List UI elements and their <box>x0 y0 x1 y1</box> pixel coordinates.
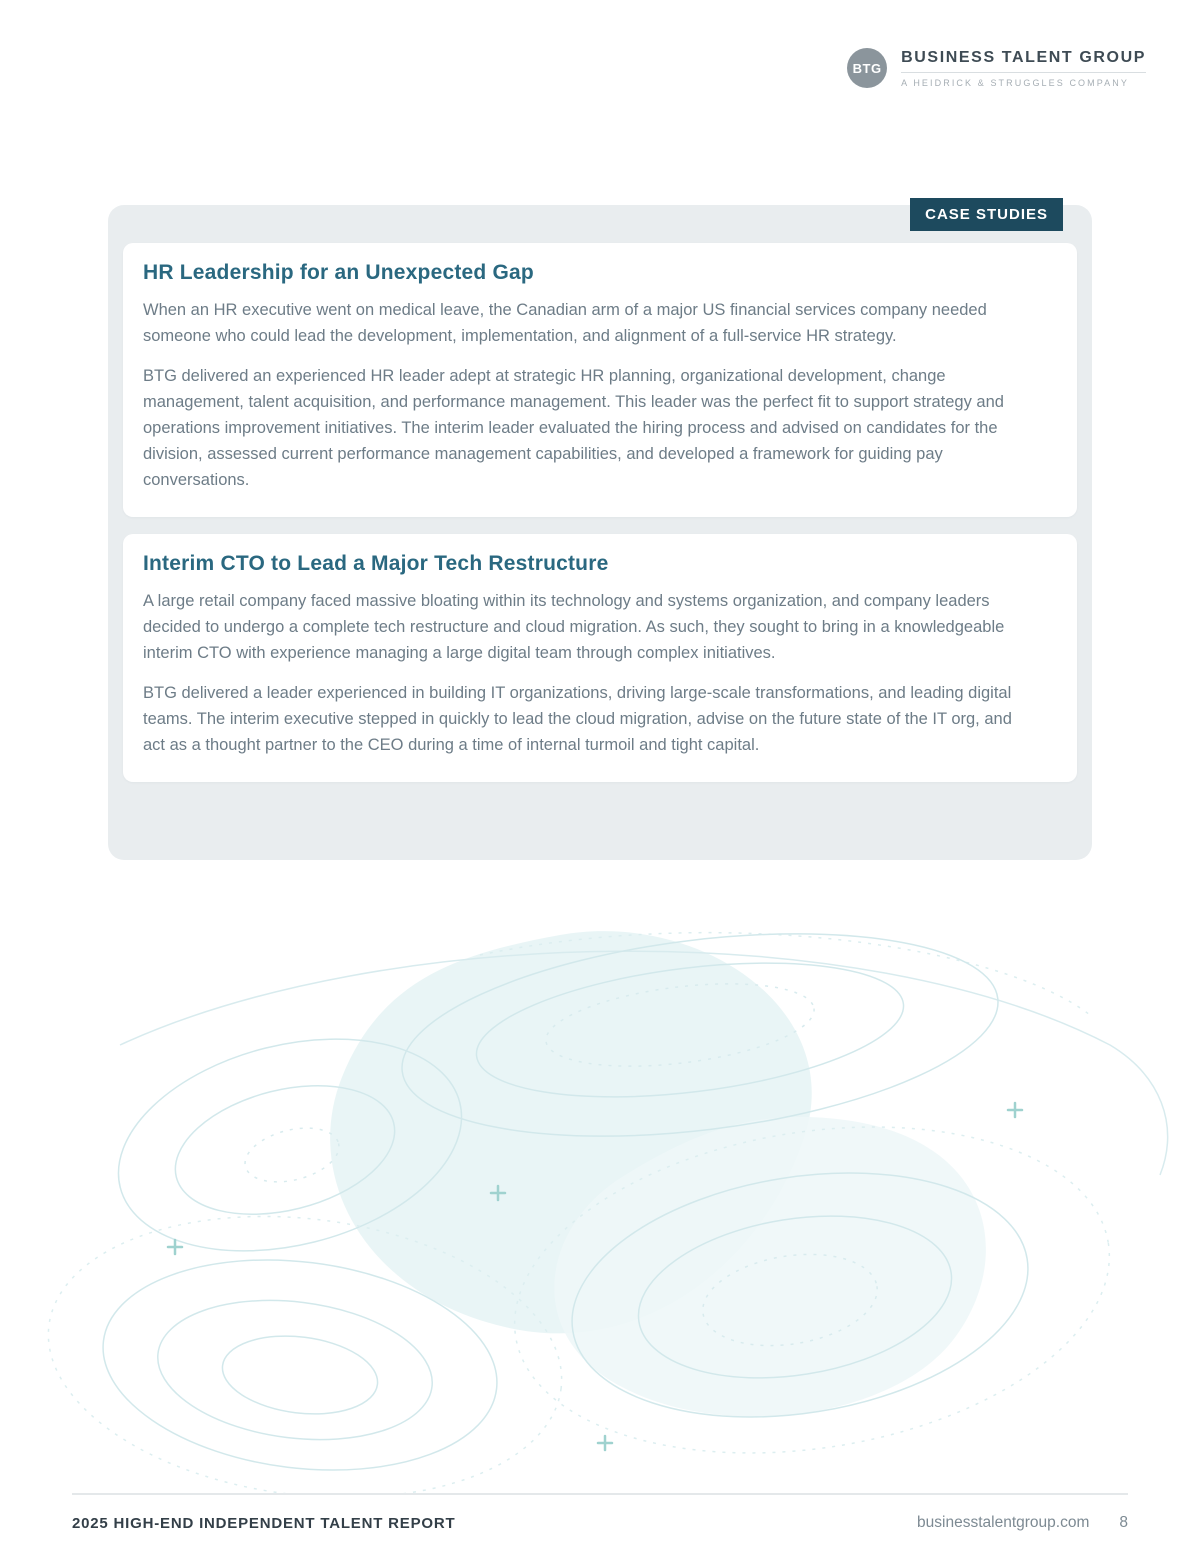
plus-marks <box>168 1103 1022 1450</box>
case-studies-panel <box>108 205 1092 860</box>
case-study-card-cto <box>123 534 1077 782</box>
case-studies-badge: CASE STUDIES <box>910 198 1063 231</box>
footer-divider <box>72 1493 1128 1495</box>
case-study-title: Interim CTO to Lead a Major Tech Restructure <box>143 552 609 575</box>
footer-report-title: 2025 HIGH-END INDEPENDENT TALENT REPORT <box>72 1514 456 1532</box>
brand-name: BUSINESS TALENT GROUP <box>901 48 1146 66</box>
footer <box>72 1514 1128 1532</box>
footer-page-number: 8 <box>1119 1514 1128 1531</box>
case-study-paragraph: BTG delivered an experienced HR leader adept at strategic HR planning, organizational development, change management, talent acquisition, and performance management. This leader was the perfect fit to support strategy and operations improvement initiatives. The interim leader evaluated the hiring process and advised on candidates for the division, assessed current performance management capabilities, and developed a framework for guiding pay conversations. <box>143 367 1004 489</box>
case-study-title: HR Leadership for an Unexpected Gap <box>143 261 534 284</box>
footer-website-link[interactable]: businesstalentgroup.com <box>917 1514 1090 1531</box>
brand-text <box>901 49 1146 88</box>
teal-blob <box>330 931 812 1333</box>
brand-header <box>847 48 1146 88</box>
case-study-paragraph: BTG delivered a leader experienced in building IT organizations, driving large-scale transformations, and leading digital teams. The interim executive stepped in quickly to lead the cloud migration, advise on the future state of the IT org, and act as a thought partner to the CEO during a time of internal turmoil and tight capital. <box>143 684 1012 754</box>
footer-right <box>917 1514 1128 1532</box>
brand-subtitle: A HEIDRICK & STRUGGLES COMPANY <box>901 72 1146 88</box>
contour-background <box>0 895 1200 1495</box>
teal-blob-light <box>554 1117 986 1417</box>
case-study-paragraph: A large retail company faced massive bloating within its technology and systems organization, and company leaders decided to undergo a complete tech restructure and cloud migration. As such, they sought to bring in a knowledgeable interim CTO with experience managing a large digital team through complex initiatives. <box>143 592 1005 662</box>
btg-logo-icon: BTG <box>847 48 887 88</box>
case-study-paragraph: When an HR executive went on medical leave, the Canadian arm of a major US financial services company needed someone who could lead the development, implementation, and alignment of a full-service HR strategy. <box>143 301 987 345</box>
case-study-card-hr <box>123 243 1077 517</box>
